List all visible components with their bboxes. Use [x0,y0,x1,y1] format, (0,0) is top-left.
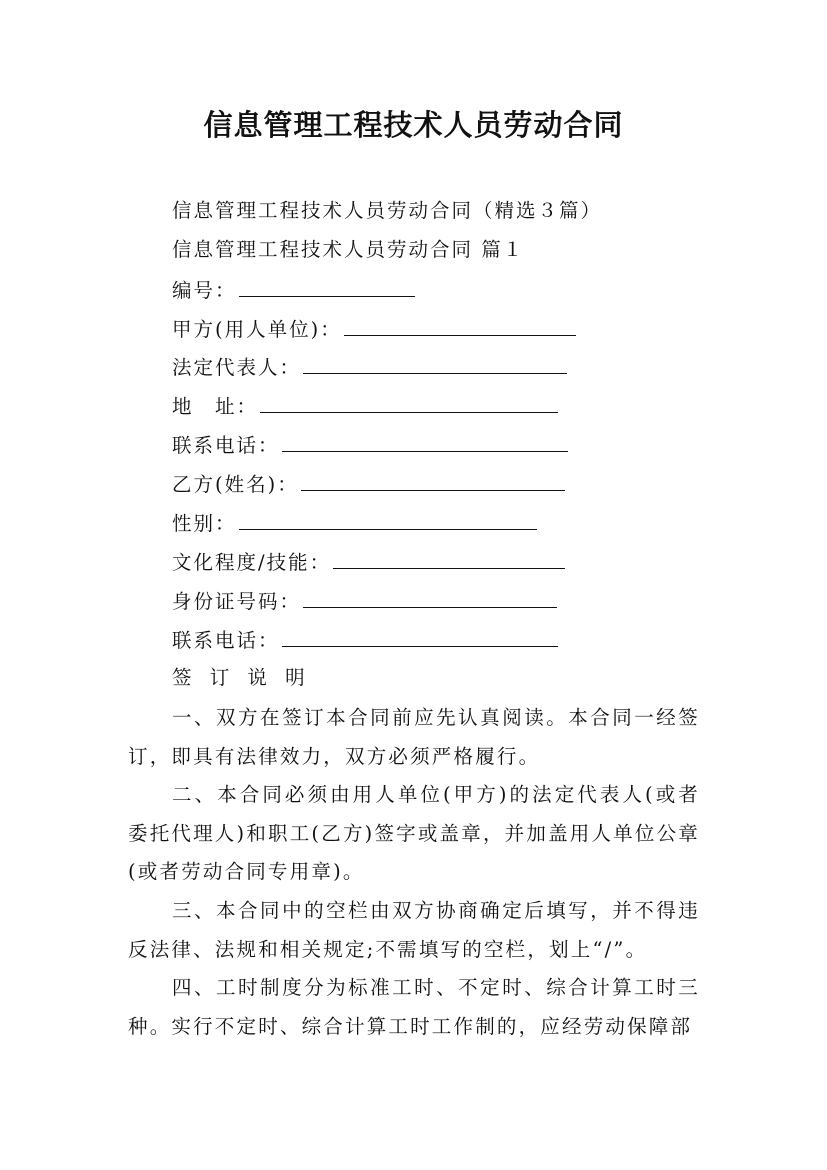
instruction-paragraph-1: 一、双方在签订本合同前应先认真阅读。本合同一经签订，即具有法律效力，双方必须严格履行。 [128,706,700,768]
field-label: 联系电话： [172,434,280,457]
field-education [172,550,565,575]
field-label: 法定代表人： [172,356,302,379]
field-party-a [172,317,576,342]
field-label: 编号： [172,279,237,302]
field-label: 甲方(用人单位)： [172,318,342,341]
field-legal-representative [172,355,567,380]
field-label: 乙方(姓名)： [172,473,299,496]
signing-instructions-heading: 签 订 说 明 [172,666,311,689]
document-subtitle: 信息管理工程技术人员劳动合同（精选３篇） [172,199,603,222]
blank-line [303,589,557,608]
instruction-paragraph-3: 三、本合同中的空栏由双方协商确定后填写，并不得违反法律、法规和相关规定;不需填写的空栏，划上“/”。 [128,899,700,961]
field-label: 身份证号码： [172,590,302,613]
field-address [172,394,558,419]
field-number [172,278,415,303]
field-label: 性别： [172,512,237,535]
blank-line [282,433,568,452]
blank-line [282,628,558,647]
instruction-paragraph-4: 四、工时制度分为标准工时、不定时、综合计算工时三种。实行不定时、综合计算工时工作制的，应经劳动保障部 [128,976,700,1038]
field-party-b [172,472,565,497]
instruction-paragraph-2: 二、本合同必须由用人单位(甲方)的法定代表人(或者委托代理人)和职工(乙方)签字或盖章，并加盖用人单位公章(或者劳动合同专用章)。 [128,783,700,883]
field-id-number [172,589,557,614]
blank-line [239,278,415,297]
blank-line [260,394,558,413]
document-title: 信息管理工程技术人员劳动合同 [203,108,624,142]
field-label: 地 址： [172,395,259,418]
blank-line [303,355,567,374]
blank-line [239,511,537,530]
blank-line [333,550,565,569]
section-heading: 信息管理工程技术人员劳动合同 篇１ [172,238,525,261]
field-label: 联系电话： [172,629,280,652]
field-phone-b [172,628,558,653]
field-label: 文化程度/技能： [172,551,332,574]
blank-line [344,317,576,336]
field-phone-a [172,433,568,458]
field-gender [172,511,537,536]
blank-line [301,472,565,491]
